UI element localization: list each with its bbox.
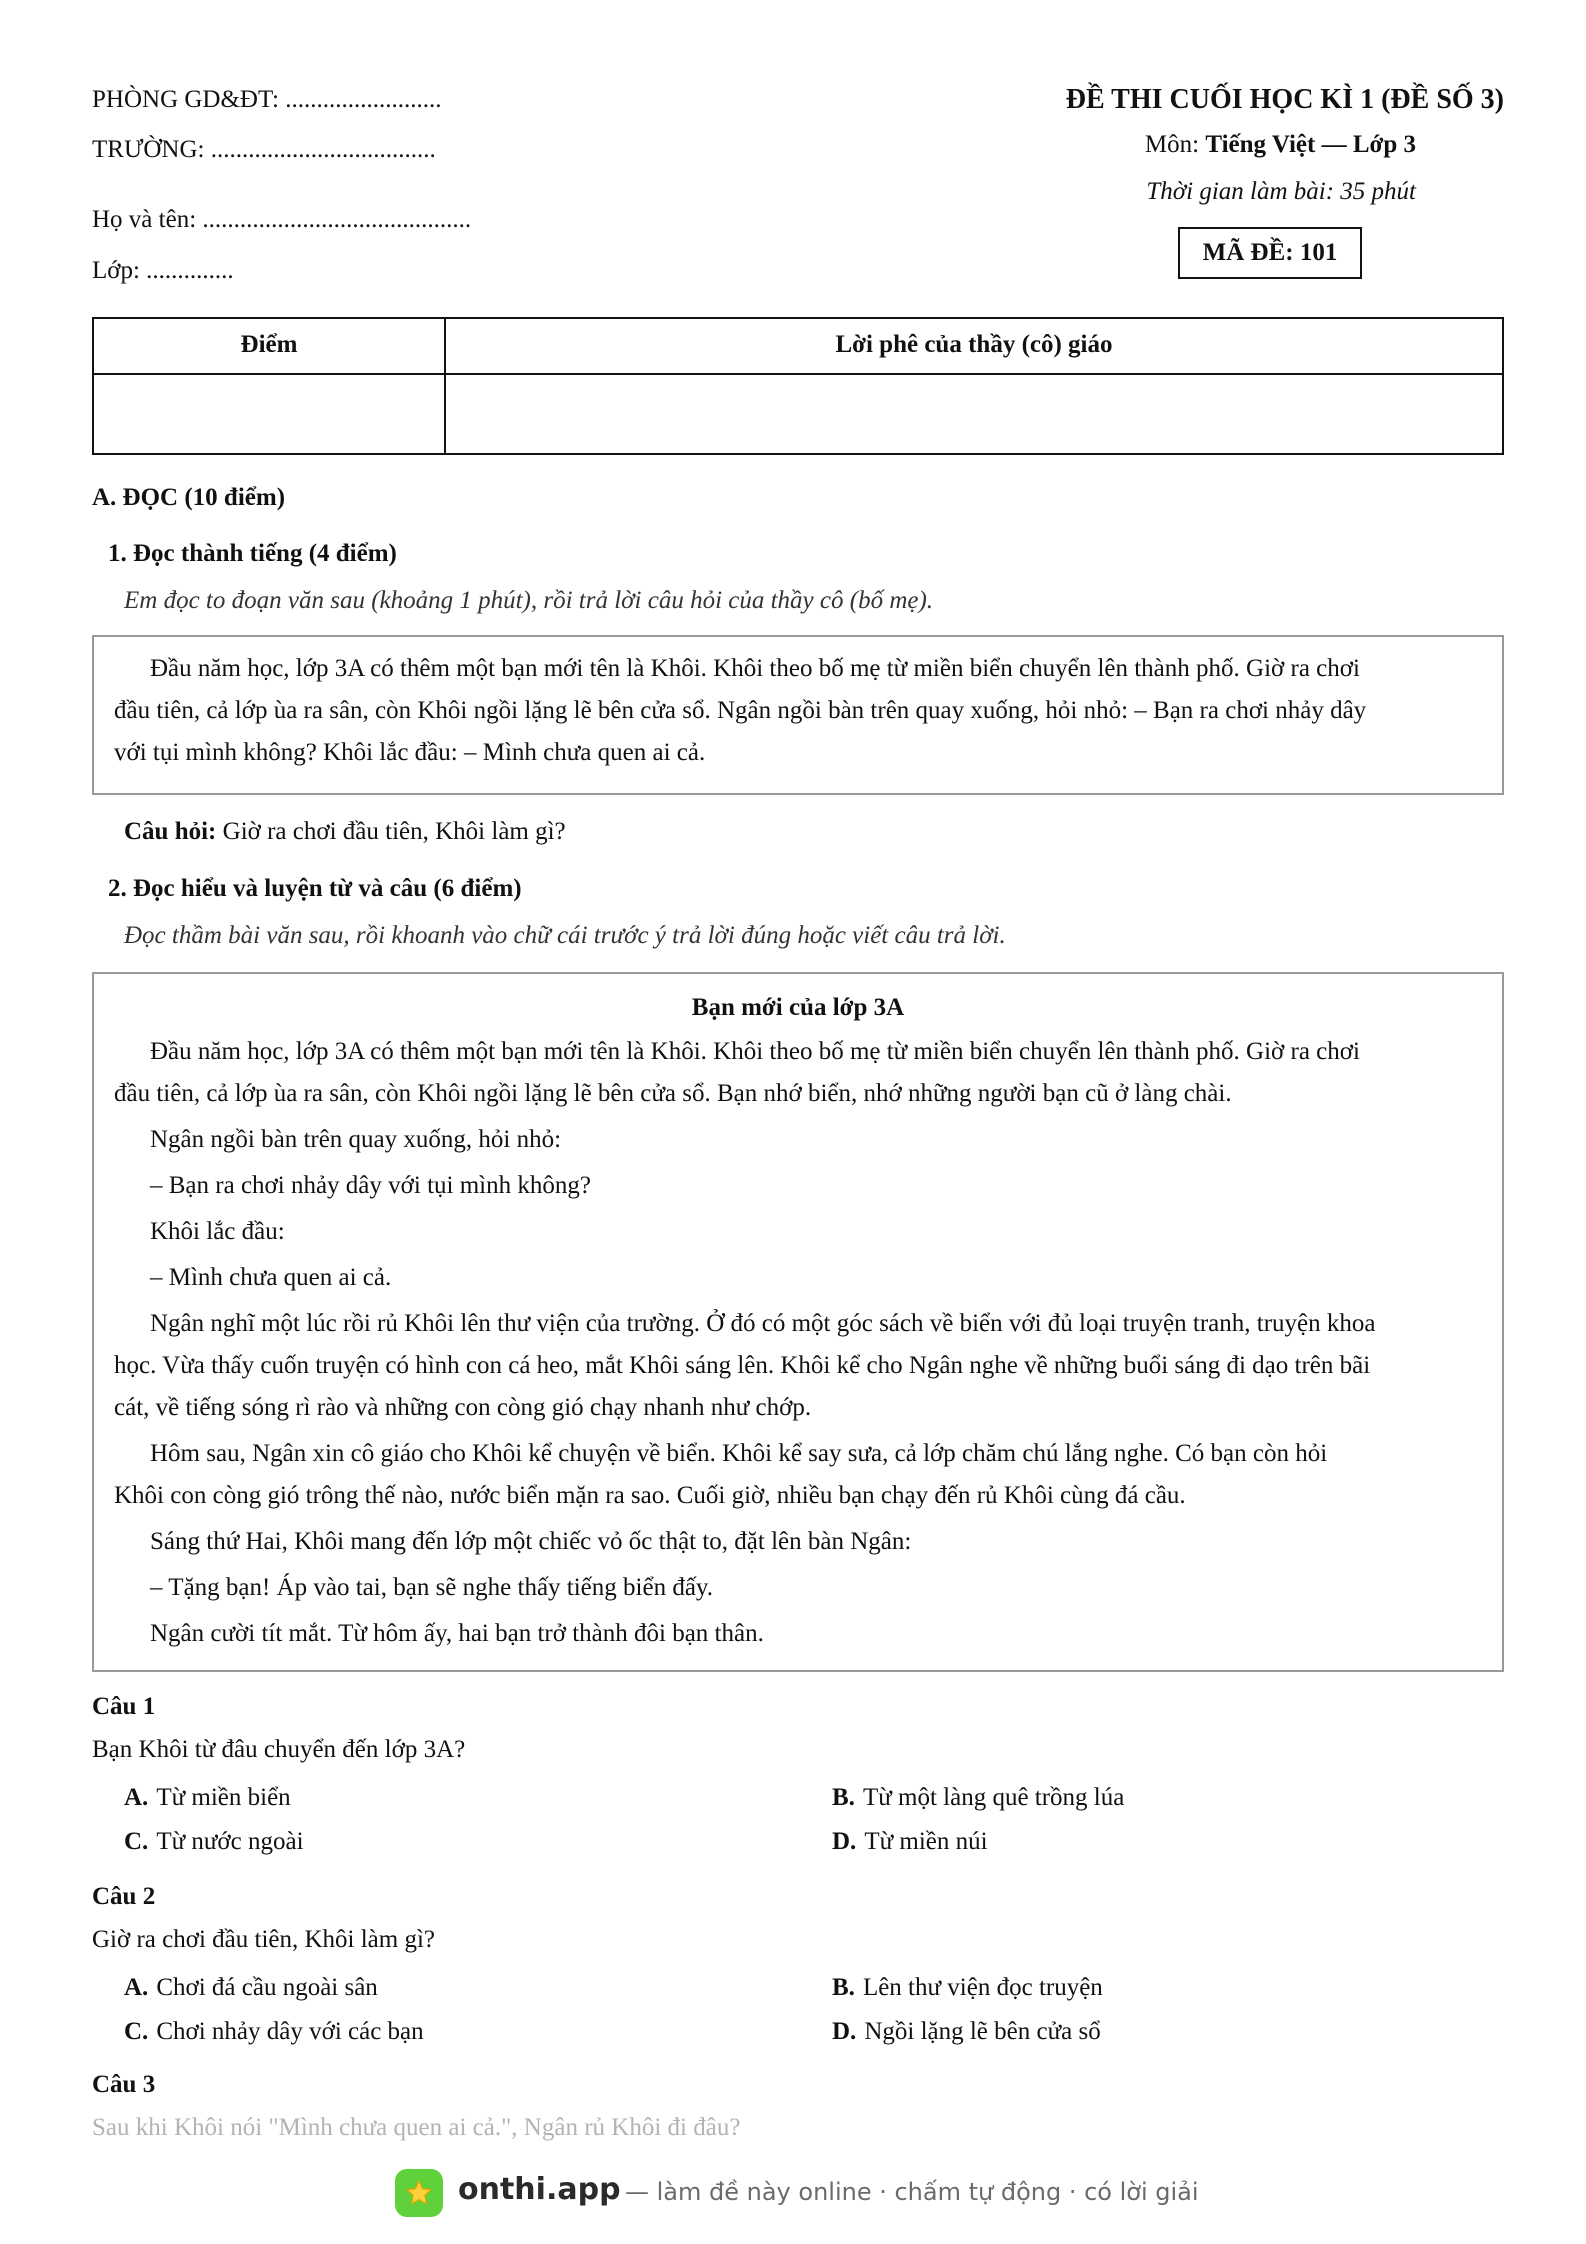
- option-text: Lên thư viện đọc truyện: [862, 1974, 1103, 2001]
- part1-passage-box: [92, 635, 1504, 795]
- section-a-title: A. ĐỌC (10 điểm): [92, 484, 286, 511]
- story-box: [92, 972, 1504, 1672]
- part1-title: 1. Đọc thành tiếng (4 điểm): [108, 540, 397, 567]
- q2-option-d[interactable]: [832, 2018, 1101, 2046]
- question-label: Câu hỏi:: [124, 818, 217, 845]
- score-column-header: Điểm: [240, 331, 298, 358]
- question-2-label: Câu 2: [92, 1883, 156, 1910]
- option-text: Từ miền biển: [156, 1784, 291, 1811]
- promo-footer[interactable]: [0, 2166, 1586, 2222]
- story-line: Khôi lắc đầu:: [150, 1218, 285, 1245]
- q2-option-b[interactable]: [832, 1974, 1103, 2002]
- subject-name: Tiếng Việt — Lớp 3: [1205, 131, 1416, 158]
- exam-code-box: MÃ ĐỀ: 101: [1178, 227, 1362, 279]
- question-text: Giờ ra chơi đầu tiên, Khôi làm gì?: [216, 818, 566, 845]
- story-line: Ngân nghĩ một lúc rồi rủ Khôi lên thư viện của trường. Ở đó có một góc sách về biển với đủ loại truyện tranh, truyện khoa: [150, 1310, 1376, 1337]
- story-line: – Mình chưa quen ai cả.: [150, 1264, 392, 1291]
- story-line: Ngân cười tít mắt. Từ hôm ấy, hai bạn trở thành đôi bạn thân.: [150, 1620, 764, 1647]
- option-text: Từ miền núi: [864, 1828, 988, 1855]
- star-logo-icon: [395, 2169, 443, 2217]
- brand-name[interactable]: onthi.app: [458, 2172, 621, 2207]
- story-line: – Tặng bạn! Áp vào tai, bạn sẽ nghe thấy tiếng biển đấy.: [150, 1574, 714, 1601]
- star-icon: [404, 2178, 434, 2208]
- score-table: [92, 317, 1504, 455]
- brand-tagline: — làm đề này online · chấm tự động · có lời giải: [625, 2178, 1199, 2206]
- question-1-text: Bạn Khôi từ đâu chuyển đến lớp 3A?: [92, 1736, 466, 1763]
- question-2-text: Giờ ra chơi đầu tiên, Khôi làm gì?: [92, 1926, 436, 1953]
- part1-passage-line: với tụi mình không? Khôi lắc đầu: – Mình chưa quen ai cả.: [114, 739, 706, 766]
- option-text: Chơi đá cầu ngoài sân: [156, 1974, 378, 2001]
- name-line: Họ và tên: ...........................................: [92, 206, 472, 233]
- part1-passage-line: Đầu năm học, lớp 3A có thêm một bạn mới tên là Khôi. Khôi theo bố mẹ từ miền biển chuyển lên thành phố. Giờ ra chơi: [150, 655, 1360, 682]
- option-key: B.: [832, 1784, 855, 1811]
- story-line: Khôi con còng gió trông thế nào, nước biển mặn ra sao. Cuối giờ, nhiều bạn chạy đến rủ Khôi cùng đá cầu.: [114, 1482, 1186, 1509]
- option-text: Chơi nhảy dây với các bạn: [156, 2018, 424, 2045]
- dept-line: PHÒNG GD&ĐT: .........................: [92, 86, 442, 113]
- part1-passage-line: đầu tiên, cả lớp ùa ra sân, còn Khôi ngồi lặng lẽ bên cửa sổ. Ngân ngồi bàn trên quay xuống, hỏi nhỏ: – Bạn ra chơi nhảy dây: [114, 697, 1367, 724]
- part1-instruction: Em đọc to đoạn văn sau (khoảng 1 phút), rồi trả lời câu hỏi của thầy cô (bố mẹ).: [124, 587, 934, 614]
- question-3-label: Câu 3: [92, 2071, 156, 2098]
- option-key: D.: [832, 1828, 857, 1855]
- option-key: C.: [124, 1828, 149, 1855]
- q1-option-a[interactable]: [124, 1784, 291, 1812]
- story-line: Ngân ngồi bàn trên quay xuống, hỏi nhỏ:: [150, 1126, 562, 1153]
- part2-title: 2. Đọc hiểu và luyện từ và câu (6 điểm): [108, 875, 522, 902]
- class-line: Lớp: ..............: [92, 257, 234, 284]
- subject-prefix: Môn:: [1144, 131, 1206, 158]
- option-text: Ngồi lặng lẽ bên cửa sổ: [864, 2018, 1101, 2045]
- q1-option-d[interactable]: [832, 1828, 988, 1856]
- option-key: C.: [124, 2018, 149, 2045]
- school-line: TRƯỜNG: ....................................: [92, 136, 436, 163]
- story-line: Hôm sau, Ngân xin cô giáo cho Khôi kể chuyện về biển. Khôi kể say sưa, cả lớp chăm chú lắng nghe. Có bạn còn hỏi: [150, 1440, 1328, 1467]
- time-line: Thời gian làm bài: 35 phút: [1146, 178, 1416, 205]
- option-key: A.: [124, 1974, 149, 2001]
- q1-option-b[interactable]: [832, 1784, 1124, 1812]
- q2-option-a[interactable]: [124, 1974, 378, 2002]
- comment-column-header: Lời phê của thầy (cô) giáo: [835, 331, 1113, 358]
- subject-line: [1145, 131, 1416, 159]
- option-text: Từ một làng quê trồng lúa: [862, 1784, 1125, 1811]
- option-key: B.: [832, 1974, 855, 2001]
- story-line: đầu tiên, cả lớp ùa ra sân, còn Khôi ngồi lặng lẽ bên cửa sổ. Bạn nhớ biển, nhớ những người bạn cũ ở làng chài.: [114, 1080, 1232, 1107]
- option-key: D.: [832, 2018, 857, 2045]
- q2-option-c[interactable]: [124, 2018, 424, 2046]
- option-key: A.: [124, 1784, 149, 1811]
- story-line: Sáng thứ Hai, Khôi mang đến lớp một chiếc vỏ ốc thật to, đặt lên bàn Ngân:: [150, 1528, 912, 1555]
- exam-title: ĐỀ THI CUỐI HỌC KÌ 1 (ĐỀ SỐ 3): [1065, 84, 1504, 115]
- question-1-label: Câu 1: [92, 1693, 156, 1720]
- part2-instruction: Đọc thầm bài văn sau, rồi khoanh vào chữ cái trước ý trả lời đúng hoặc viết câu trả lời.: [124, 922, 1006, 949]
- part1-question: [124, 818, 566, 846]
- option-text: Từ nước ngoài: [156, 1828, 304, 1855]
- q1-option-c[interactable]: [124, 1828, 304, 1856]
- story-line: Đầu năm học, lớp 3A có thêm một bạn mới tên là Khôi. Khôi theo bố mẹ từ miền biển chuyển lên thành phố. Giờ ra chơi: [150, 1038, 1360, 1065]
- story-title: Bạn mới của lớp 3A: [691, 994, 905, 1021]
- story-line: cát, về tiếng sóng rì rào và những con còng gió chạy nhanh như chớp.: [114, 1394, 812, 1421]
- story-line: học. Vừa thấy cuốn truyện có hình con cá heo, mắt Khôi sáng lên. Khôi kể cho Ngân nghe về những buổi sáng đi dạo trên bãi: [114, 1352, 1371, 1379]
- story-line: – Bạn ra chơi nhảy dây với tụi mình không?: [150, 1172, 591, 1199]
- question-3-text: Sau khi Khôi nói "Mình chưa quen ai cả.", Ngân rủ Khôi đi đâu?: [92, 2114, 741, 2141]
